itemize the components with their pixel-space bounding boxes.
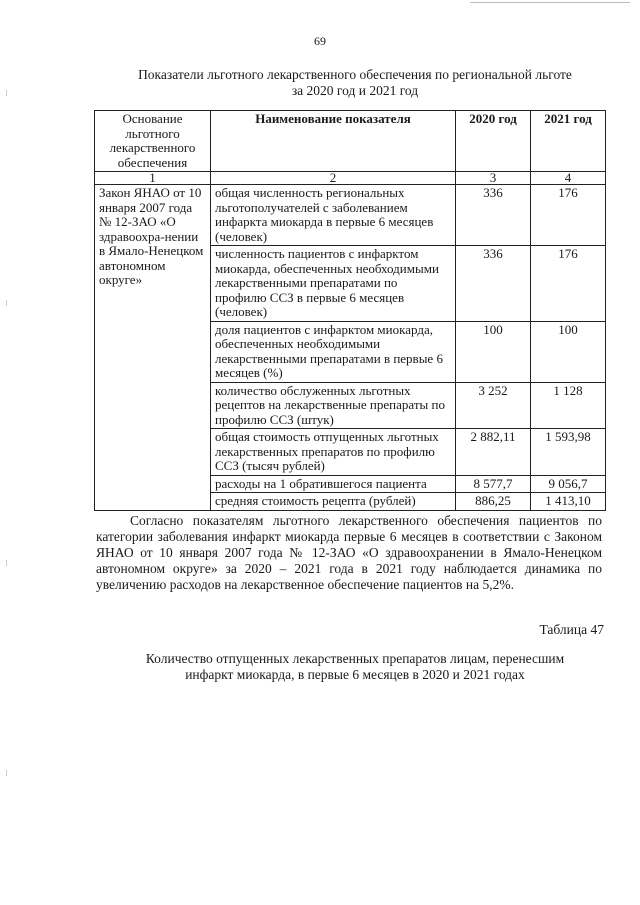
value-2020: 3 252 [456, 382, 531, 429]
header-row [95, 111, 606, 172]
indicator-name: средняя стоимость рецепта (рублей) [211, 493, 456, 511]
table-title-line2: за 2020 год и 2021 год [291, 83, 419, 98]
value-2020: 2 882,11 [456, 429, 531, 476]
next-table-title [90, 651, 620, 683]
value-2021: 1 128 [531, 382, 606, 429]
value-2020: 886,25 [456, 493, 531, 511]
scan-marks [6, 0, 8, 905]
table-title [90, 67, 620, 99]
indicator-name: количество обслуженных льготных рецептов на лекарственные препараты по профилю ССЗ (штук) [211, 382, 456, 429]
value-2020: 336 [456, 185, 531, 246]
header-basis: Основание льготного лекарственного обеспечения [95, 111, 211, 172]
basis-cell: Закон ЯНАО от 10 января 2007 года № 12-ЗАО «О здравоохра-нении в Ямало-Ненецком автономном округе» [95, 185, 211, 511]
indicator-name: расходы на 1 обратившегося пациента [211, 475, 456, 493]
column-number: 2 [211, 172, 456, 185]
table-row [95, 185, 606, 246]
column-number: 1 [95, 172, 211, 185]
column-number: 3 [456, 172, 531, 185]
header-2021: 2021 год [531, 111, 606, 172]
value-2020: 336 [456, 246, 531, 322]
table-title-line1: Показатели льготного лекарственного обеспечения по региональной льготе [138, 67, 572, 82]
column-number-row [95, 172, 606, 185]
table-number-label: Таблица 47 [539, 622, 604, 637]
value-2020: 100 [456, 321, 531, 382]
indicator-name: численность пациентов с инфарктом миокарда, обеспеченных необходимыми лекарственными препаратами по профилю ССЗ в первые 6 месяцев (человек) [211, 246, 456, 322]
indicators-table [94, 110, 606, 511]
header-name: Наименование показателя [211, 111, 456, 172]
value-2021: 1 413,10 [531, 493, 606, 511]
next-table-title-line1: Количество отпущенных лекарственных препаратов лицам, перенесшим [145, 651, 565, 666]
header-2020: 2020 год [456, 111, 531, 172]
indicator-name: общая численность региональных льготополучателей с заболеванием инфаркта миокарда в первые 6 месяцев (человек) [211, 185, 456, 246]
value-2021: 176 [531, 246, 606, 322]
summary-paragraph [96, 513, 602, 593]
value-2021: 176 [531, 185, 606, 246]
value-2021: 100 [531, 321, 606, 382]
top-rule [470, 2, 630, 3]
column-number: 4 [531, 172, 606, 185]
summary-text: Согласно показателям льготного лекарственного обеспечения пациентов по категории заболевания инфаркт миокарда первые 6 месяцев в соответствии с Законом ЯНАО от 10 января 2007 года № 12-ЗАО «О здравоохранении в Ямало-Ненецком автономном округе» за 2020 – 2021 года в 2021 году наблюдается динамика по увеличению расходов на лекарственное обеспечение пациентов на 5,2%. [96, 513, 602, 592]
next-table-title-line2: инфаркт миокарда, в первые 6 месяцев в 2020 и 2021 годах [185, 667, 525, 682]
value-2021: 9 056,7 [531, 475, 606, 493]
value-2020: 8 577,7 [456, 475, 531, 493]
indicator-name: доля пациентов с инфарктом миокарда, обеспеченных необходимыми лекарственными препаратами в первые 6 месяцев (%) [211, 321, 456, 382]
page-number: 69 [314, 34, 326, 48]
value-2021: 1 593,98 [531, 429, 606, 476]
indicator-name: общая стоимость отпущенных льготных лекарственных препаратов по профилю ССЗ (тысяч рублей) [211, 429, 456, 476]
